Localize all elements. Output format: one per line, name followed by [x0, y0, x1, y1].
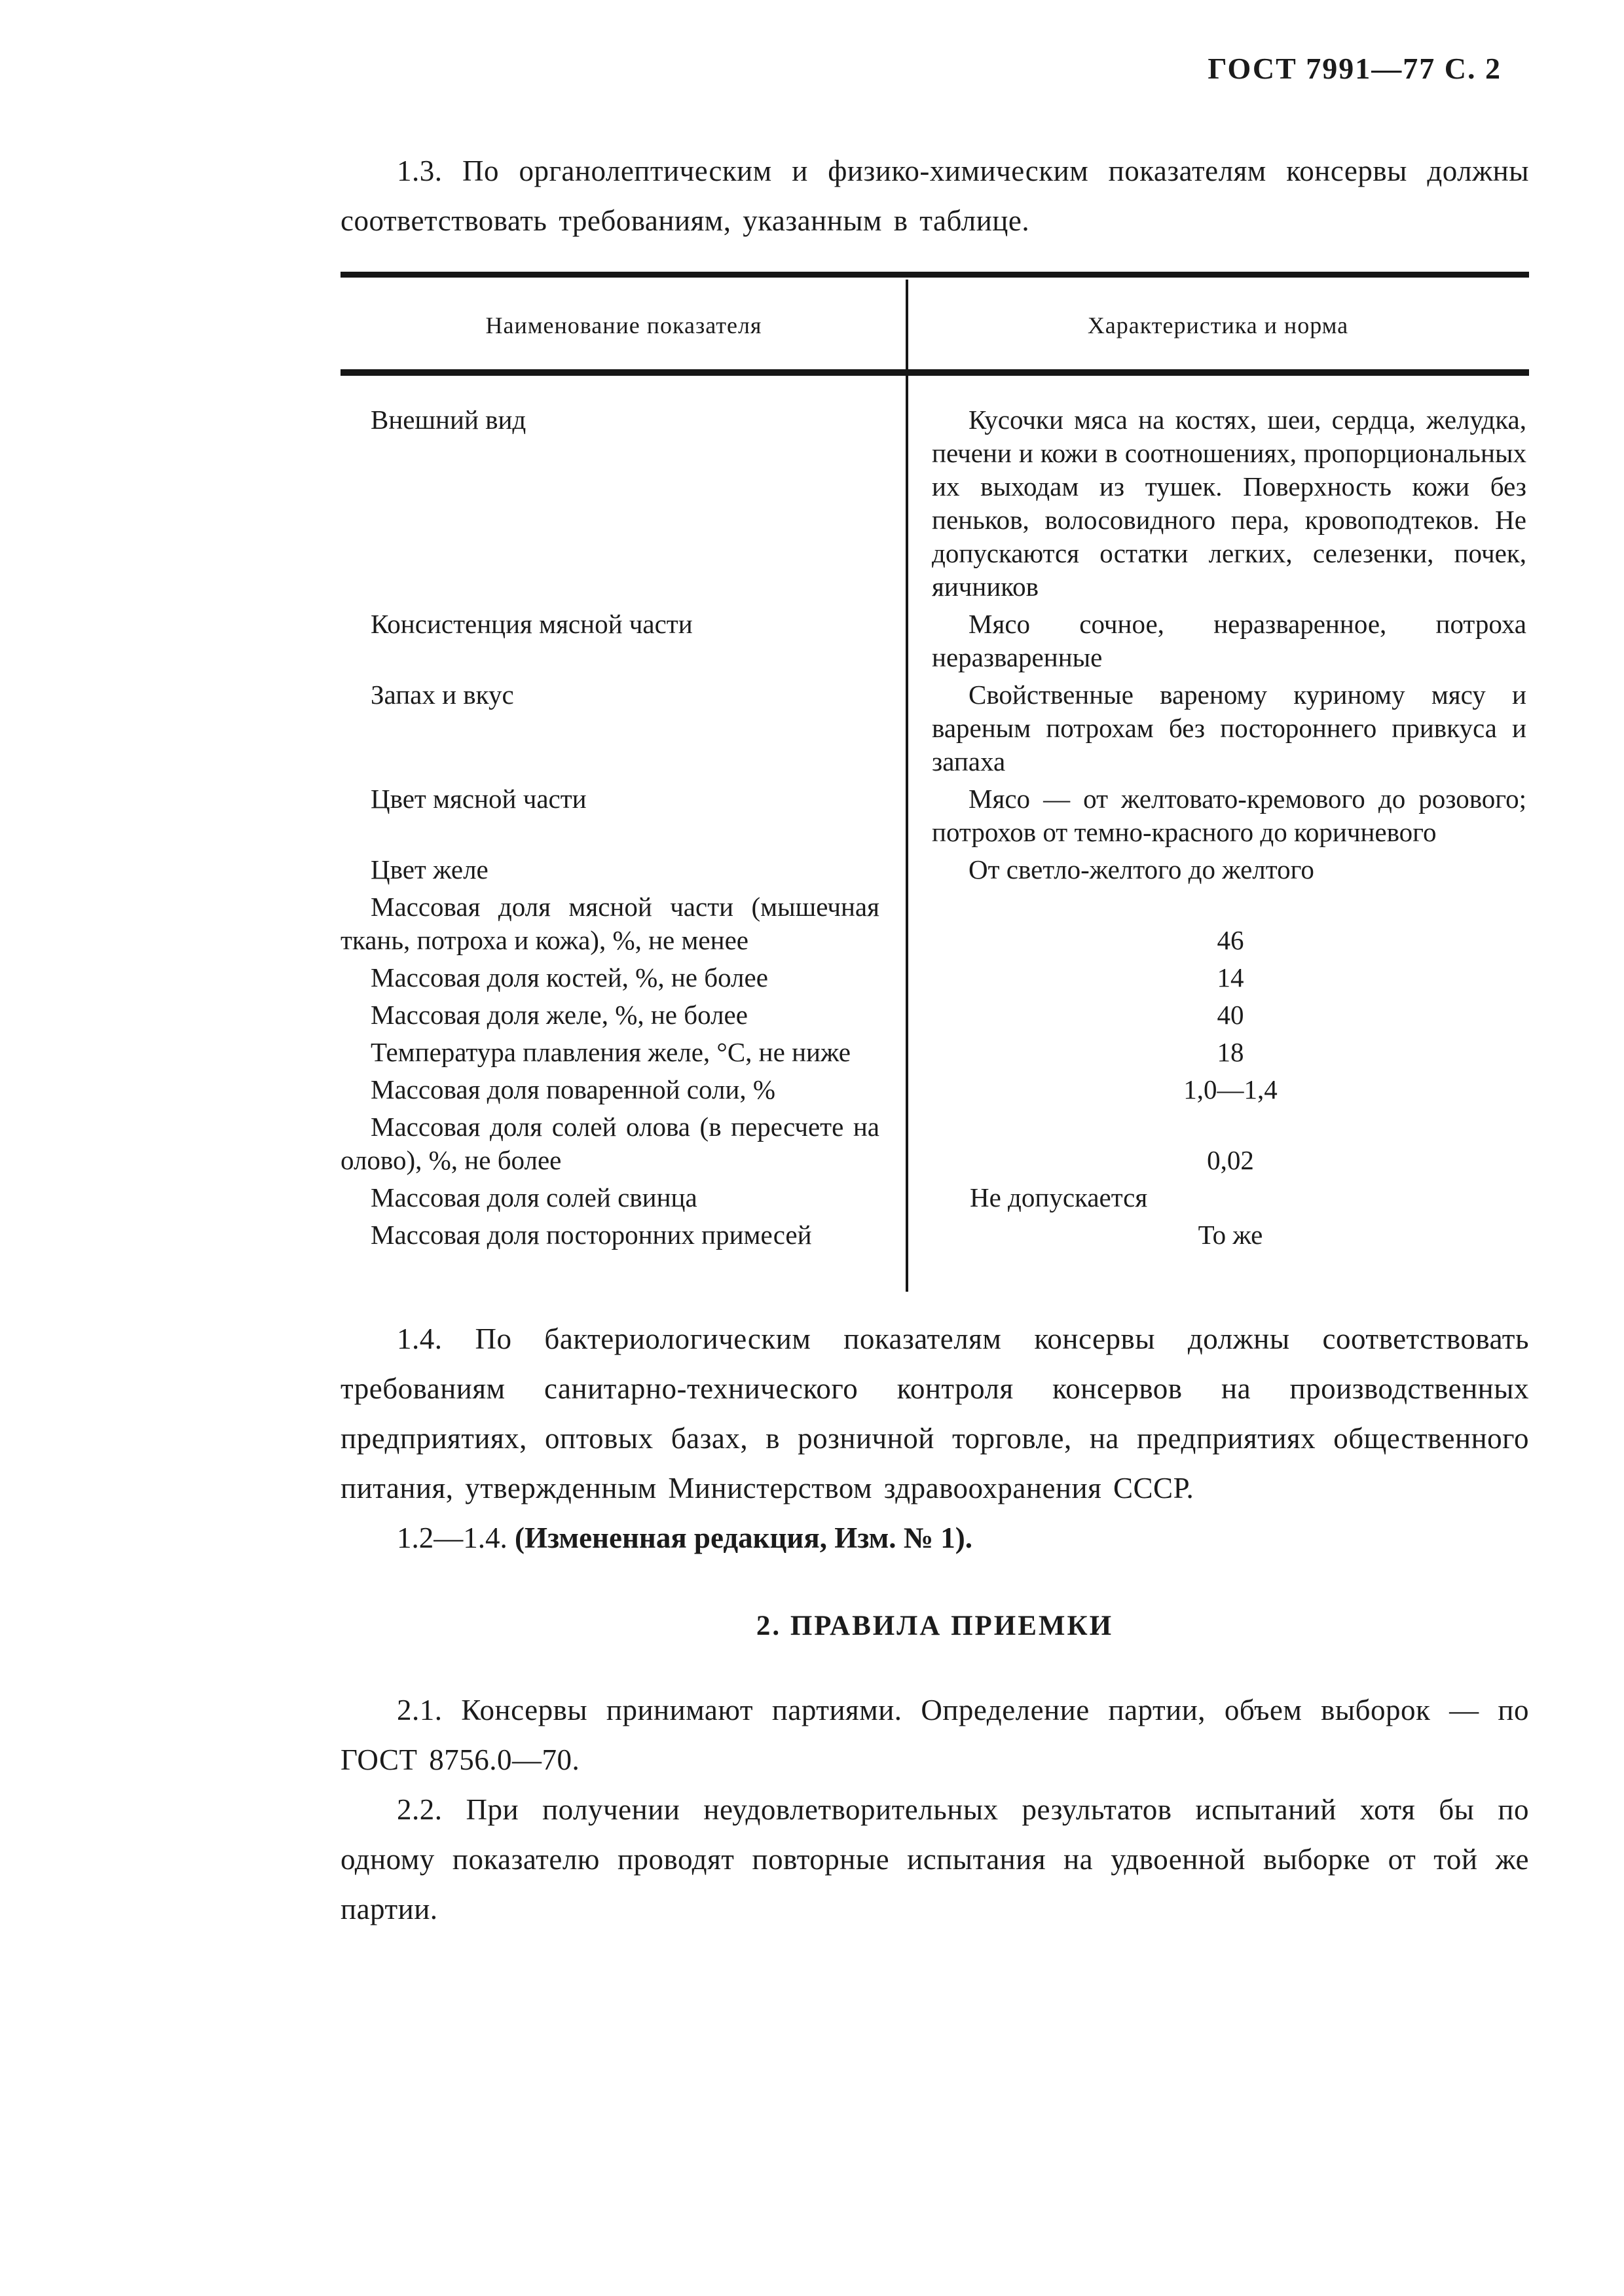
table-header-row	[341, 278, 1529, 369]
requirements-table	[341, 272, 1529, 1292]
para-2-1: 2.1. Консервы принимают партиями. Определение партии, объем выборок — по ГОСТ 8756.0—70.	[341, 1694, 1529, 1776]
table-row-value: Мясо — от желтовато-кремового до розового; потрохов от темно-красного до коричневого	[932, 784, 1526, 847]
table-row-name: Массовая доля костей, %, не более	[371, 962, 768, 993]
table-row-name: Массовая доля поваренной соли, %	[371, 1074, 776, 1104]
table-row-value: Мясо сочное, неразваренное, потроха неразваренные	[932, 609, 1526, 672]
table-row-name: Цвет желе	[371, 854, 489, 884]
table-row-name: Консистенция мясной части	[371, 609, 693, 639]
table-row-value: 14	[1217, 962, 1244, 993]
para-amendment	[341, 1513, 1529, 1563]
table-row-value: 40	[1217, 1000, 1244, 1030]
table-row-value: 18	[1217, 1037, 1244, 1067]
table-row-value: Кусочки мяса на костях, шеи, сердца, желудка, печени и кожи в соотношениях, пропорциональных их выходам из тушек. Поверхность кожи без пеньков, волосовидного пера, кровоподтеков. Не допускаются остатки легких, селезенки, почек, яичников	[932, 405, 1526, 602]
para-1-3: 1.3. По органолептическим и физико-химическим показателям консервы должны соответствовать требованиям, указанным в таблице.	[341, 155, 1529, 237]
table-row-name: Массовая доля солей свинца	[371, 1182, 697, 1212]
table-row-name: Температура плавления желе, °С, не ниже	[371, 1037, 851, 1067]
table-col-header-value: Характеристика и норма	[1087, 312, 1349, 338]
amendment-ref: 1.2—1.4.	[397, 1522, 515, 1554]
page-content	[341, 51, 1529, 1934]
table-row-name: Массовая доля посторонних примесей	[371, 1220, 812, 1250]
table-row-name: Массовая доля мясной части (мышечная ткань, потроха и кожа), %, не менее	[341, 892, 879, 955]
table-column-divider	[906, 280, 908, 1292]
table-col-header-name: Наименование показателя	[485, 312, 762, 338]
table-row-name: Массовая доля солей олова (в пересчете на олово), %, не более	[341, 1112, 879, 1175]
table-row-name: Цвет мясной части	[371, 784, 587, 814]
table-body	[341, 376, 1529, 1292]
table-row-value: 46	[1217, 925, 1244, 955]
table-row-value: То же	[1198, 1220, 1263, 1250]
table-row-name: Внешний вид	[371, 405, 526, 435]
amendment-note: (Измененная редакция, Изм. № 1).	[515, 1522, 973, 1554]
table-row-value: 1,0—1,4	[1183, 1074, 1278, 1104]
table-row-value: Свойственные вареному куриному мясу и вареным потрохам без постороннего привкуса и запаха	[932, 680, 1526, 776]
table-row-value: Не допускается	[970, 1182, 1148, 1212]
table-row-value: 0,02	[1207, 1145, 1254, 1175]
section-2-heading: 2. ПРАВИЛА ПРИЕМКИ	[756, 1611, 1114, 1641]
para-2-2: 2.2. При получении неудовлетворительных результатов испытаний хотя бы по одному показателю проводят повторные испытания на удвоенной выборке от той же партии.	[341, 1793, 1529, 1925]
table-row-name: Массовая доля желе, %, не более	[371, 1000, 748, 1030]
table-row-value: От светло-желтого до желтого	[969, 854, 1314, 884]
table-top-rule	[341, 272, 1529, 278]
para-1-4: 1.4. По бактериологическим показателям консервы должны соответствовать требованиям санитарно-технического контроля консервов на производственных предприятиях, оптовых базах, в розничной торговле, на предприятиях общественного питания, утвержденным Министерством здравоохранения СССР.	[341, 1322, 1529, 1504]
table-header-rule	[341, 369, 1529, 376]
page-header: ГОСТ 7991—77 С. 2	[1208, 52, 1502, 85]
table-row-name: Запах и вкус	[371, 680, 514, 710]
